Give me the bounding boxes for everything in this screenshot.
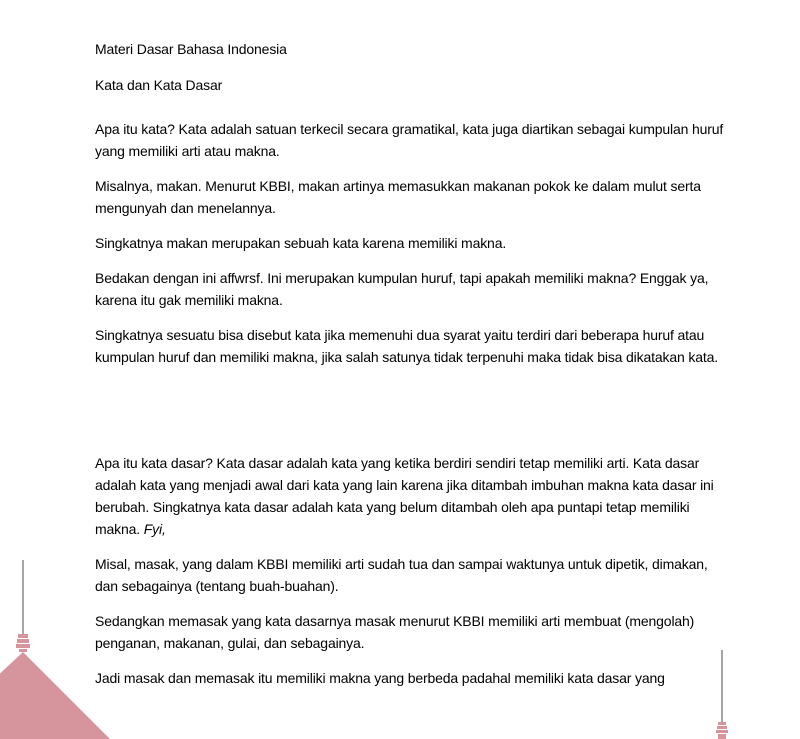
section-spacer [95,381,725,452]
hanging-lamp-left-decoration [0,560,110,739]
lamp-bead [716,722,728,739]
kata-paragraph-3: Singkatnya makan merupakan sebuah kata karena memiliki makna. [95,235,507,251]
kata-dasar-paragraph-1: Misal, masak, yang dalam KBBI memiliki arti sudah tua dan sampai waktunya untuk dipetik, dimakan, dan sebagainya (tentang buah-buahan). [95,556,708,594]
spacer [95,96,725,118]
kata-dasar-intro-text: Apa itu kata dasar? Kata dasar adalah kata yang ketika berdiri sendiri tetap memiliki arti. Kata dasar adalah kata yang menjadi awal dari kata yang lain karena jika ditambah imbuhan makna kata dasar ini berubah. Singkatnya kata dasar adalah kata yang belum ditambah oleh apa puntapi tetap memiliki makna. [95,455,714,537]
kata-dasar-paragraph-2: Sedangkan memasak yang kata dasarnya masak menurut KBBI memiliki arti membuat (mengolah) penganan, makanan, gulai, dan sebagainya. [95,613,695,651]
fyi-note: Fyi, [143,521,166,537]
kata-dasar-intro-paragraph [95,452,725,540]
lamp-bead [16,634,30,652]
kata-dasar-paragraph-3: Jadi masak dan memasak itu memiliki makna yang berbeda padahal memiliki kata dasar yang [95,670,665,686]
hanging-lamp-right-decoration [710,650,734,739]
kata-paragraph-2: Misalnya, makan. Menurut KBBI, makan artinya memasukkan makanan pokok ke dalam mulut serta mengunyah dan menelannya. [95,178,701,216]
kata-paragraph-1: Apa itu kata? Kata adalah satuan terkecil secara gramatikal, kata juga diartikan sebagai kumpulan huruf yang memiliki arti atau makna. [95,121,724,159]
document-body [95,38,725,702]
document-subtitle: Kata dan Kata Dasar [95,77,223,93]
kata-paragraph-4: Bedakan dengan ini affwrsf. Ini merupakan kumpulan huruf, tapi apakah memiliki makna? Enggak ya, karena itu gak memiliki makna. [95,270,709,308]
lamp-shade-icon [0,652,110,739]
document-title: Materi Dasar Bahasa Indonesia [95,41,287,57]
kata-paragraph-5: Singkatnya sesuatu bisa disebut kata jika memenuhi dua syarat yaitu terdiri dari beberapa huruf atau kumpulan huruf dan memiliki makna, jika salah satunya tidak terpenuhi maka tidak bisa dikatakan kata. [95,327,718,365]
